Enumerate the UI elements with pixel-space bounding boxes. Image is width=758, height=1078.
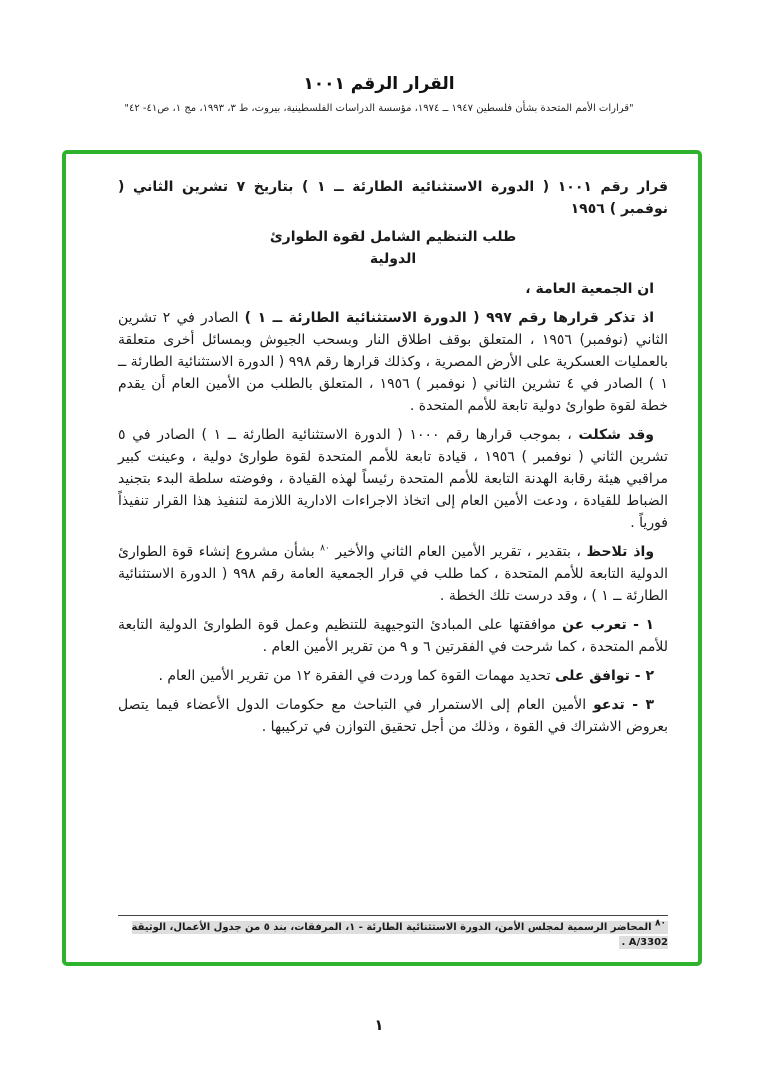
preamble-recall-body: الصادر في ٢ تشرين الثاني (نوفمبر) ١٩٥٦ ، المتعلق بوقف اطلاق النار وبسحب الجيوش وبمسائل أخرى متعلقة بالعمليات العسكرية على الأرض المصرية ، وكذلك قرارها رقم ٩٩٨ ( الدورة الاستثنائية الطارئة ــ ١ ) الصادر في ٤ تشرين الثاني ( نوفمبر ) ١٩٥٦ ، المتعلق بالطلب من الأمين العام أن يقدم خطة لقوة طوارئ دولية تابعة للأمم المتحدة . (118, 310, 669, 414)
resolution-subject-heading (118, 226, 668, 270)
page-number: ١ (374, 1016, 384, 1034)
operative-paragraph-2 (118, 665, 668, 687)
footnote-text: المحاضر الرسمية لمجلس الأمن، الدورة الاستثنائية الطارئة - ١، المرفقات، بند ٥ من جدول الأعمال، الوثيقة A/3302 . (131, 922, 668, 948)
preamble-opening-line: ان الجمعية العامة ، (525, 281, 654, 297)
operative-2-body: تحديد مهمات القوة كما وردت في الفقرة ١٢ من تقرير الأمين العام . (158, 668, 551, 684)
preamble-paragraph-noting (118, 541, 668, 607)
preamble-established-body: ، بموجب قرارها رقم ١٠٠٠ ( الدورة الاستثنائية الطارئة ــ ١ ) الصادر في ٥ تشرين الثاني ( نوفمبر ) ١٩٥٦ ، قيادة تابعة للأمم المتحدة لقوة طوارئ دولية ، وعينت كبير مراقبي هيئة رقابة الهدنة التابعة للأمم المتحدة رئيساً لهذه القيادة ، وفوضته سلطة البدء بتجنيد الضباط للقيادة ، ودعت الأمين العام إلى اتخاذ الاجراءات الادارية اللازمة لتنفيذ هذا القرار تنفيذاً فورياً . (118, 427, 668, 531)
document-header (0, 0, 758, 114)
preamble-noting-body-2: بشأن مشروع إنشاء قوة الطوارئ الدولية التابعة للأمم المتحدة ، كما طلب في قرار الجمعية العامة رقم ٩٩٨ ( الدورة الاستثنائية الطارئة ــ ١ ) ، وقد درست تلك الخطة . (118, 544, 669, 604)
operative-3-lead: ٣ - تدعو (593, 697, 654, 713)
preamble-paragraph-recall (118, 307, 668, 417)
subject-heading-line1: طلب التنظيم الشامل لقوة الطوارئ (269, 229, 517, 245)
operative-1-body: موافقتها على المبادئ التوجيهية للتنظيم وعمل قوة الطوارئ الدولية التابعة للأمم المتحدة ، كما شرحت في الفقرتين ٦ و ٩ من تقرير الأمين العام . (118, 617, 668, 655)
operative-paragraph-3 (118, 694, 668, 738)
operative-3-body: الأمين العام إلى الاستمرار في التباحث مع حكومات الدول الأعضاء فيما يتصل بعروض الاشتراك في القوة ، وذلك من أجل تحقيق التوازن في تركيبها . (118, 697, 668, 735)
page-title: القرار الرقم ١٠٠١ (303, 74, 455, 94)
preamble-paragraph-established (118, 424, 668, 534)
preamble-noting-body-1: ، بتقدير ، تقرير الأمين العام الثاني والأخير (335, 544, 581, 560)
operative-1-lead: ١ - تعرب عن (562, 617, 655, 633)
operative-paragraph-1 (118, 614, 668, 658)
source-citation-line: "قرارات الأمم المتحدة بشأن فلسطين ١٩٤٧ ــ ١٩٧٤، مؤسسة الدراسات الفلسطينية، بيروت، ط ٣، ١٩٩٣، مج ١، ص٤١- ٤٢" (124, 103, 634, 114)
footnote-marker: ٨٠ (655, 918, 666, 929)
subject-heading-line2: الدولية (369, 251, 417, 267)
preamble-recall-lead: اذ تذكر قرارها رقم ٩٩٧ ( الدورة الاستثنائية الطارئة ــ ١ ) (244, 310, 654, 326)
preamble-noting-lead: واذ تلاحظ (586, 544, 655, 560)
footnote-line (131, 918, 668, 949)
resolution-intro-line: قرار رقم ١٠٠١ ( الدورة الاستثنائية الطارئة ــ ١ ) بتاريخ ٧ تشرين الثاني ( نوفمبر ) ١٩٥٦ (118, 179, 669, 217)
operative-2-lead: ٢ - توافق على (554, 668, 654, 684)
preamble-established-lead: وقد شكلت (578, 427, 654, 443)
footnote (118, 915, 668, 950)
resolution-text-box (62, 150, 702, 966)
footnote-reference-marker: ٨٠ (320, 543, 330, 554)
